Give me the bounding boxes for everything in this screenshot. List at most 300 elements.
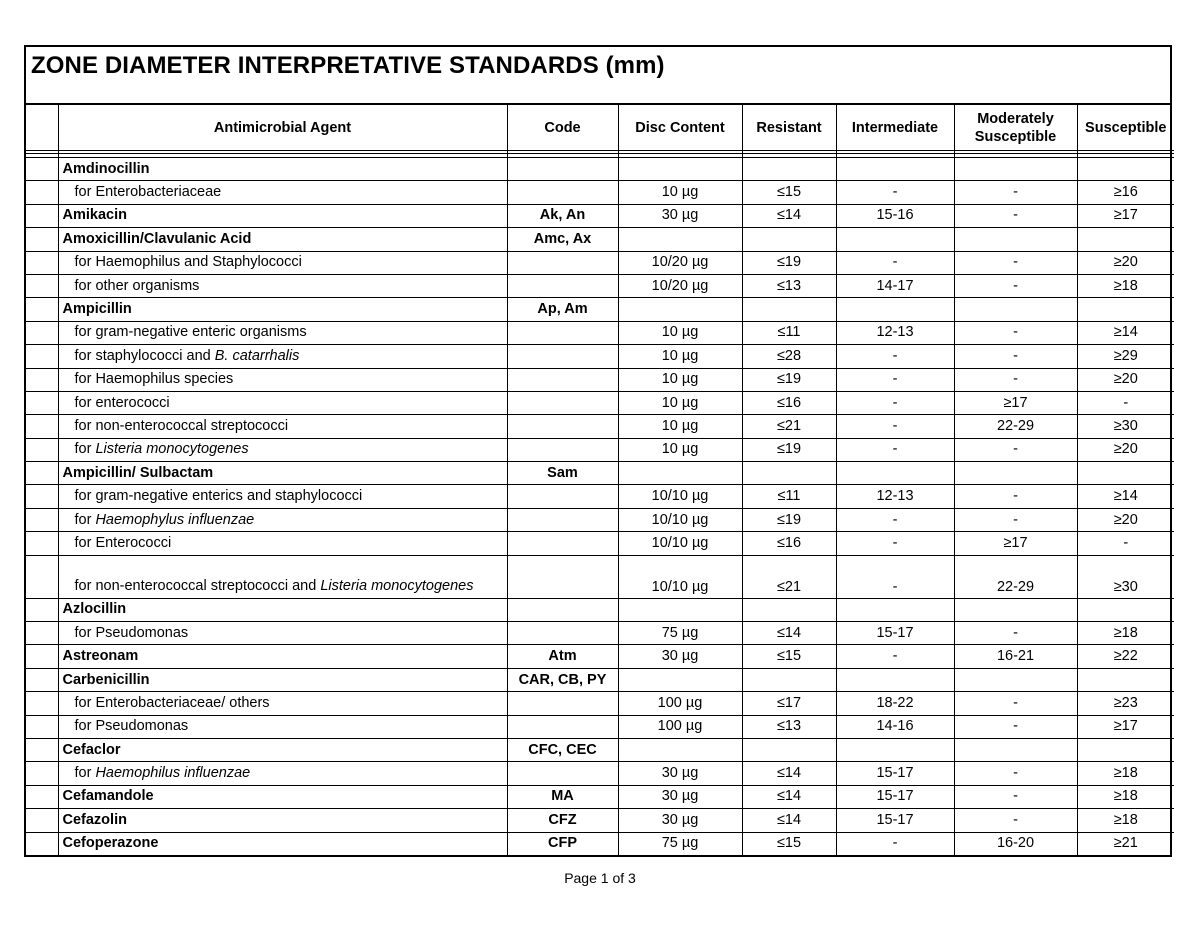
susceptible-cell <box>1077 298 1174 321</box>
susceptible-cell: ≥30 <box>1077 415 1174 438</box>
disc-content-cell: 10/10 µg <box>618 555 742 598</box>
row-marker-cell <box>26 251 58 274</box>
code-cell: Atm <box>507 645 618 668</box>
row-marker-cell <box>26 832 58 855</box>
moderately-susceptible-cell: - <box>954 785 1077 808</box>
document-title: ZONE DIAMETER INTERPRETATIVE STANDARDS (mm) <box>26 47 1170 105</box>
moderately-susceptible-cell: - <box>954 762 1077 785</box>
resistant-cell <box>742 668 836 691</box>
susceptible-cell: ≥14 <box>1077 485 1174 508</box>
code-cell <box>507 485 618 508</box>
code-cell <box>507 181 618 204</box>
intermediate-cell: - <box>836 438 954 461</box>
intermediate-cell: 14-16 <box>836 715 954 738</box>
susceptible-cell: ≥17 <box>1077 715 1174 738</box>
table-row <box>26 622 1174 645</box>
susceptible-cell: ≥22 <box>1077 645 1174 668</box>
agent-text: Carbenicillin <box>62 671 150 688</box>
table-row <box>26 738 1174 761</box>
antimicrobial-agent-cell <box>58 391 507 414</box>
moderately-susceptible-cell: - <box>954 368 1077 391</box>
code-cell <box>507 715 618 738</box>
intermediate-cell: 12-13 <box>836 321 954 344</box>
moderately-susceptible-cell: - <box>954 692 1077 715</box>
susceptible-cell: ≥20 <box>1077 438 1174 461</box>
row-marker-cell <box>26 181 58 204</box>
intermediate-cell: - <box>836 391 954 414</box>
susceptible-cell: ≥29 <box>1077 345 1174 368</box>
resistant-cell: ≤14 <box>742 785 836 808</box>
susceptible-cell: ≥20 <box>1077 368 1174 391</box>
row-marker-cell <box>26 415 58 438</box>
page-footer: Page 1 of 3 <box>564 870 636 886</box>
agent-organism-italic: Haemophylus influenzae <box>95 511 255 528</box>
susceptible-cell: ≥18 <box>1077 274 1174 297</box>
resistant-cell <box>742 158 836 181</box>
intermediate-cell: - <box>836 345 954 368</box>
header-intermediate: Intermediate <box>836 105 954 151</box>
row-marker-cell <box>26 204 58 227</box>
resistant-cell: ≤14 <box>742 204 836 227</box>
disc-content-cell <box>618 668 742 691</box>
moderately-susceptible-cell: 22-29 <box>954 555 1077 598</box>
moderately-susceptible-cell: - <box>954 274 1077 297</box>
antimicrobial-agent-cell <box>58 204 507 227</box>
agent-text: Cefamandole <box>62 788 154 805</box>
row-marker-cell <box>26 462 58 485</box>
table-row <box>26 274 1174 297</box>
resistant-cell: ≤28 <box>742 345 836 368</box>
moderately-susceptible-cell: - <box>954 508 1077 531</box>
code-cell <box>507 415 618 438</box>
agent-text: for gram-negative enteric organisms <box>74 324 307 341</box>
code-cell <box>507 762 618 785</box>
disc-content-cell: 100 µg <box>618 692 742 715</box>
document-frame <box>24 45 1172 857</box>
code-cell: Ap, Am <box>507 298 618 321</box>
header-disc-content: Disc Content <box>618 105 742 151</box>
resistant-cell: ≤17 <box>742 692 836 715</box>
moderately-susceptible-cell: - <box>954 622 1077 645</box>
antimicrobial-agent-cell <box>58 438 507 461</box>
agent-organism-italic: Haemophilus influenzae <box>95 765 251 782</box>
table-row <box>26 809 1174 832</box>
resistant-cell: ≤14 <box>742 622 836 645</box>
moderately-susceptible-cell: 16-21 <box>954 645 1077 668</box>
row-marker-cell <box>26 785 58 808</box>
agent-text: for <box>74 765 96 782</box>
table-row <box>26 251 1174 274</box>
zone-diameter-table <box>26 105 1174 855</box>
disc-content-cell <box>618 298 742 321</box>
antimicrobial-agent-cell <box>58 228 507 251</box>
susceptible-cell: ≥18 <box>1077 809 1174 832</box>
antimicrobial-agent-cell <box>58 692 507 715</box>
agent-text: for Enterobacteriaceae <box>74 184 222 201</box>
intermediate-cell: 18-22 <box>836 692 954 715</box>
resistant-cell: ≤16 <box>742 391 836 414</box>
agent-organism-italic: Listeria monocytogenes <box>320 577 474 594</box>
header-antimicrobial-agent: Antimicrobial Agent <box>58 105 507 151</box>
agent-text: for Haemophilus and Staphylococci <box>74 254 302 271</box>
resistant-cell: ≤14 <box>742 809 836 832</box>
agent-text: Azlocillin <box>62 601 127 618</box>
resistant-cell: ≤16 <box>742 532 836 555</box>
resistant-cell: ≤13 <box>742 274 836 297</box>
agent-text: Amikacin <box>62 207 127 224</box>
header-resistant: Resistant <box>742 105 836 151</box>
moderately-susceptible-cell <box>954 738 1077 761</box>
disc-content-cell: 30 µg <box>618 204 742 227</box>
disc-content-cell: 10/10 µg <box>618 508 742 531</box>
code-cell <box>507 345 618 368</box>
row-marker-cell <box>26 762 58 785</box>
header-code: Code <box>507 105 618 151</box>
table-row <box>26 555 1174 598</box>
code-cell: CFZ <box>507 809 618 832</box>
resistant-cell: ≤11 <box>742 321 836 344</box>
antimicrobial-agent-cell <box>58 274 507 297</box>
intermediate-cell: 15-17 <box>836 622 954 645</box>
intermediate-cell: 15-17 <box>836 785 954 808</box>
resistant-cell: ≤21 <box>742 555 836 598</box>
disc-content-cell: 30 µg <box>618 645 742 668</box>
resistant-cell <box>742 298 836 321</box>
code-cell: CAR, CB, PY <box>507 668 618 691</box>
code-cell: Sam <box>507 462 618 485</box>
row-marker-cell <box>26 598 58 621</box>
susceptible-cell: ≥23 <box>1077 692 1174 715</box>
row-marker-cell <box>26 298 58 321</box>
code-cell: MA <box>507 785 618 808</box>
intermediate-cell <box>836 158 954 181</box>
table-row <box>26 762 1174 785</box>
row-marker-cell <box>26 809 58 832</box>
intermediate-cell <box>836 298 954 321</box>
moderately-susceptible-cell: - <box>954 251 1077 274</box>
susceptible-cell <box>1077 738 1174 761</box>
susceptible-cell <box>1077 158 1174 181</box>
susceptible-cell <box>1077 228 1174 251</box>
row-marker-cell <box>26 692 58 715</box>
antimicrobial-agent-cell <box>58 738 507 761</box>
susceptible-cell <box>1077 668 1174 691</box>
antimicrobial-agent-cell <box>58 298 507 321</box>
intermediate-cell: - <box>836 415 954 438</box>
intermediate-cell <box>836 462 954 485</box>
row-marker-cell <box>26 715 58 738</box>
table-row <box>26 368 1174 391</box>
disc-content-cell <box>618 598 742 621</box>
disc-content-cell: 10 µg <box>618 391 742 414</box>
intermediate-cell <box>836 738 954 761</box>
resistant-cell <box>742 598 836 621</box>
moderately-susceptible-cell <box>954 668 1077 691</box>
table-row <box>26 532 1174 555</box>
susceptible-cell: ≥20 <box>1077 508 1174 531</box>
table-header-row <box>26 105 1174 151</box>
code-cell <box>507 274 618 297</box>
agent-text: Astreonam <box>62 648 139 665</box>
antimicrobial-agent-cell <box>58 462 507 485</box>
row-marker-cell <box>26 485 58 508</box>
intermediate-cell: 12-13 <box>836 485 954 508</box>
susceptible-cell: ≥18 <box>1077 622 1174 645</box>
agent-text: for <box>74 441 96 458</box>
code-cell <box>507 622 618 645</box>
agent-text: Cefoperazone <box>62 835 159 852</box>
disc-content-cell: 10 µg <box>618 321 742 344</box>
table-row <box>26 485 1174 508</box>
row-marker-cell <box>26 532 58 555</box>
disc-content-cell <box>618 738 742 761</box>
resistant-cell: ≤15 <box>742 181 836 204</box>
antimicrobial-agent-cell <box>58 555 507 598</box>
disc-content-cell: 10 µg <box>618 181 742 204</box>
susceptible-cell: ≥21 <box>1077 832 1174 855</box>
moderately-susceptible-cell: - <box>954 438 1077 461</box>
code-cell <box>507 438 618 461</box>
moderately-susceptible-cell: - <box>954 204 1077 227</box>
table-row <box>26 158 1174 181</box>
code-cell <box>507 251 618 274</box>
susceptible-cell: ≥17 <box>1077 204 1174 227</box>
table-row <box>26 598 1174 621</box>
intermediate-cell: - <box>836 555 954 598</box>
table-row <box>26 508 1174 531</box>
intermediate-cell: 15-16 <box>836 204 954 227</box>
disc-content-cell <box>618 228 742 251</box>
antimicrobial-agent-cell <box>58 368 507 391</box>
code-cell <box>507 598 618 621</box>
row-marker-cell <box>26 158 58 181</box>
table-row <box>26 345 1174 368</box>
table-row <box>26 228 1174 251</box>
table-row <box>26 204 1174 227</box>
agent-text: Cefazolin <box>62 811 127 828</box>
table-row <box>26 415 1174 438</box>
susceptible-cell: ≥16 <box>1077 181 1174 204</box>
row-marker-cell <box>26 622 58 645</box>
antimicrobial-agent-cell <box>58 832 507 855</box>
intermediate-cell: 15-17 <box>836 762 954 785</box>
intermediate-cell: 15-17 <box>836 809 954 832</box>
row-marker-header <box>26 105 58 151</box>
disc-content-cell: 10 µg <box>618 368 742 391</box>
moderately-susceptible-cell <box>954 598 1077 621</box>
intermediate-cell <box>836 598 954 621</box>
agent-text: Amoxicillin/Clavulanic Acid <box>62 230 252 247</box>
disc-content-cell: 10 µg <box>618 345 742 368</box>
resistant-cell <box>742 228 836 251</box>
resistant-cell <box>742 738 836 761</box>
row-marker-cell <box>26 508 58 531</box>
intermediate-cell: - <box>836 832 954 855</box>
disc-content-cell: 75 µg <box>618 622 742 645</box>
table-row <box>26 645 1174 668</box>
susceptible-cell: - <box>1077 391 1174 414</box>
intermediate-cell <box>836 228 954 251</box>
agent-text: for Enterobacteriaceae/ others <box>74 694 270 711</box>
row-marker-cell <box>26 274 58 297</box>
resistant-cell: ≤15 <box>742 832 836 855</box>
moderately-susceptible-cell <box>954 462 1077 485</box>
row-marker-cell <box>26 228 58 251</box>
intermediate-cell <box>836 668 954 691</box>
agent-organism-italic: B. catarrhalis <box>214 347 300 364</box>
agent-organism-italic: Listeria monocytogenes <box>95 441 249 458</box>
header-moderately-susceptible: Moderately Susceptible <box>954 105 1077 151</box>
antimicrobial-agent-cell <box>58 345 507 368</box>
row-marker-cell <box>26 668 58 691</box>
header-susceptible: Susceptible <box>1077 105 1174 151</box>
antimicrobial-agent-cell <box>58 762 507 785</box>
moderately-susceptible-cell: ≥17 <box>954 391 1077 414</box>
code-cell <box>507 532 618 555</box>
antimicrobial-agent-cell <box>58 485 507 508</box>
table-row <box>26 438 1174 461</box>
susceptible-cell: ≥14 <box>1077 321 1174 344</box>
code-cell <box>507 321 618 344</box>
table-row <box>26 298 1174 321</box>
intermediate-cell: - <box>836 532 954 555</box>
resistant-cell: ≤19 <box>742 251 836 274</box>
agent-text: for non-enterococcal streptococci <box>74 417 289 434</box>
disc-content-cell: 10/10 µg <box>618 532 742 555</box>
code-cell <box>507 692 618 715</box>
resistant-cell: ≤15 <box>742 645 836 668</box>
resistant-cell: ≤19 <box>742 438 836 461</box>
antimicrobial-agent-cell <box>58 622 507 645</box>
row-marker-cell <box>26 391 58 414</box>
table-row <box>26 785 1174 808</box>
moderately-susceptible-cell: - <box>954 181 1077 204</box>
disc-content-cell: 30 µg <box>618 762 742 785</box>
agent-text: for Pseudomonas <box>74 718 189 735</box>
resistant-cell: ≤13 <box>742 715 836 738</box>
resistant-cell: ≤19 <box>742 508 836 531</box>
antimicrobial-agent-cell <box>58 715 507 738</box>
intermediate-cell: - <box>836 645 954 668</box>
agent-text: for non-enterococcal streptococci and <box>74 577 321 594</box>
moderately-susceptible-cell: - <box>954 345 1077 368</box>
susceptible-cell <box>1077 598 1174 621</box>
resistant-cell: ≤21 <box>742 415 836 438</box>
table-row <box>26 391 1174 414</box>
susceptible-cell <box>1077 462 1174 485</box>
agent-text: for Haemophilus species <box>74 371 234 388</box>
resistant-cell: ≤14 <box>742 762 836 785</box>
code-cell: CFP <box>507 832 618 855</box>
disc-content-cell: 75 µg <box>618 832 742 855</box>
moderately-susceptible-cell: - <box>954 321 1077 344</box>
row-marker-cell <box>26 438 58 461</box>
resistant-cell <box>742 462 836 485</box>
antimicrobial-agent-cell <box>58 809 507 832</box>
antimicrobial-agent-cell <box>58 158 507 181</box>
agent-text: Amdinocillin <box>62 160 150 177</box>
disc-content-cell: 10/20 µg <box>618 251 742 274</box>
moderately-susceptible-cell <box>954 298 1077 321</box>
antimicrobial-agent-cell <box>58 532 507 555</box>
row-marker-cell <box>26 555 58 598</box>
antimicrobial-agent-cell <box>58 181 507 204</box>
moderately-susceptible-cell: 16-20 <box>954 832 1077 855</box>
intermediate-cell: - <box>836 251 954 274</box>
resistant-cell: ≤11 <box>742 485 836 508</box>
agent-text: Ampicillin <box>62 301 132 318</box>
agent-text: for staphylococci and <box>74 347 215 364</box>
moderately-susceptible-cell <box>954 228 1077 251</box>
code-cell <box>507 555 618 598</box>
intermediate-cell: - <box>836 508 954 531</box>
antimicrobial-agent-cell <box>58 785 507 808</box>
table-row <box>26 462 1174 485</box>
susceptible-cell: ≥20 <box>1077 251 1174 274</box>
disc-content-cell: 10/20 µg <box>618 274 742 297</box>
susceptible-cell: ≥18 <box>1077 785 1174 808</box>
susceptible-cell: - <box>1077 532 1174 555</box>
table-row <box>26 715 1174 738</box>
antimicrobial-agent-cell <box>58 251 507 274</box>
disc-content-cell: 10 µg <box>618 438 742 461</box>
code-cell <box>507 158 618 181</box>
moderately-susceptible-cell: - <box>954 715 1077 738</box>
row-marker-cell <box>26 738 58 761</box>
moderately-susceptible-cell <box>954 158 1077 181</box>
disc-content-cell: 30 µg <box>618 809 742 832</box>
susceptible-cell: ≥30 <box>1077 555 1174 598</box>
antimicrobial-agent-cell <box>58 415 507 438</box>
intermediate-cell: 14-17 <box>836 274 954 297</box>
resistant-cell: ≤19 <box>742 368 836 391</box>
agent-text: for gram-negative enterics and staphylococci <box>74 488 363 505</box>
agent-text: for enterococci <box>74 394 170 411</box>
moderately-susceptible-cell: - <box>954 485 1077 508</box>
row-marker-cell <box>26 345 58 368</box>
disc-content-cell: 100 µg <box>618 715 742 738</box>
row-marker-cell <box>26 368 58 391</box>
agent-text: for <box>74 511 96 528</box>
susceptible-cell: ≥18 <box>1077 762 1174 785</box>
code-cell: CFC, CEC <box>507 738 618 761</box>
moderately-susceptible-cell: 22-29 <box>954 415 1077 438</box>
antimicrobial-agent-cell <box>58 645 507 668</box>
code-cell <box>507 368 618 391</box>
disc-content-cell: 10/10 µg <box>618 485 742 508</box>
table-row <box>26 832 1174 855</box>
antimicrobial-agent-cell <box>58 508 507 531</box>
code-cell: Amc, Ax <box>507 228 618 251</box>
antimicrobial-agent-cell <box>58 321 507 344</box>
row-marker-cell <box>26 321 58 344</box>
code-cell <box>507 391 618 414</box>
agent-text: Cefaclor <box>62 741 121 758</box>
table-row <box>26 181 1174 204</box>
row-marker-cell <box>26 645 58 668</box>
agent-text: for other organisms <box>74 277 200 294</box>
intermediate-cell: - <box>836 181 954 204</box>
antimicrobial-agent-cell <box>58 668 507 691</box>
disc-content-cell: 10 µg <box>618 415 742 438</box>
agent-text: for Enterococci <box>74 534 172 551</box>
code-cell: Ak, An <box>507 204 618 227</box>
agent-text: for Pseudomonas <box>74 624 189 641</box>
moderately-susceptible-cell: ≥17 <box>954 532 1077 555</box>
table-row <box>26 668 1174 691</box>
disc-content-cell <box>618 158 742 181</box>
code-cell <box>507 508 618 531</box>
